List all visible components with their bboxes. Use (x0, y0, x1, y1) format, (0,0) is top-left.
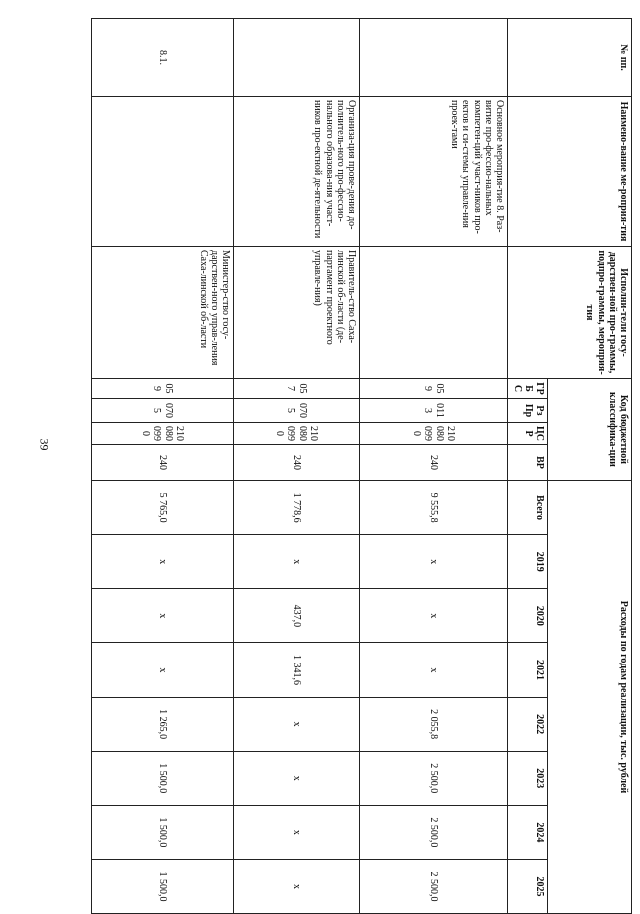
cell-year-value: x (360, 643, 508, 697)
header-name: Наимено-вание ме-роприя-тия (508, 97, 632, 247)
cell-year-value: x (234, 805, 360, 859)
header-expenses: Расходы по годам реализации, тыс. рублей (548, 481, 632, 914)
cell-year-value: 1 265,0 (92, 697, 234, 751)
cell-rzpr: 0705 (92, 399, 234, 423)
cell-name: Организа-ция прове-дения до-полнитель-ного про-фессио-нального образова-ния участ-ников про-ектной де-ятельности (234, 97, 360, 247)
cell-name (92, 97, 234, 247)
cell-year-value: x (92, 589, 234, 643)
budget-table (91, 18, 632, 914)
cell-year-value: 1 500,0 (92, 859, 234, 913)
cell-year-value: 2 055,8 (360, 697, 508, 751)
page-number: 39 (37, 438, 52, 451)
cell-year-value: 1 500,0 (92, 751, 234, 805)
cell-vr: 240 (360, 445, 508, 481)
cell-rzpr: 0705 (234, 399, 360, 423)
cell-executor: Правитель-ство Саха-линской об-ласти (де-партамент проектного управле-ния) (234, 247, 360, 379)
header-executor: Исполни-тели госу-дарствен-ной про-граммы, подпро-граммы, мероприя-тия (508, 247, 632, 379)
cell-total: 9 555,8 (360, 481, 508, 535)
rotated-table-container (92, 18, 632, 914)
header-year: 2021 (508, 643, 548, 697)
cell-year-value: 2 500,0 (360, 859, 508, 913)
header-grbs: ГРБ С (508, 379, 548, 399)
cell-year-value: x (234, 751, 360, 805)
cell-grbs: 059 (92, 379, 234, 399)
table-row (360, 19, 508, 914)
header-rzpr: Рз Пр (508, 399, 548, 423)
cell-grbs: 057 (234, 379, 360, 399)
header-year: 2024 (508, 805, 548, 859)
cell-year-value: 1 500,0 (92, 805, 234, 859)
header-year: 2020 (508, 589, 548, 643)
table-row (92, 19, 234, 914)
header-year: 2019 (508, 535, 548, 589)
cell-csr: 210080 0990 (234, 423, 360, 445)
header-year: 2023 (508, 751, 548, 805)
cell-csr: 210080 0990 (360, 423, 508, 445)
cell-vr: 240 (92, 445, 234, 481)
cell-total: 1 778,6 (234, 481, 360, 535)
cell-executor (360, 247, 508, 379)
cell-total: 5 765,0 (92, 481, 234, 535)
cell-name: Основное мероприя-тие 8. Раз-витие про-фессио-нальных компетен-ций участ-ников про-ектов и си-стемы управле-ния проек-тами (360, 97, 508, 247)
cell-year-value: 2 500,0 (360, 751, 508, 805)
cell-num (360, 19, 508, 97)
cell-executor: Министер-ство госу-дарствен-ного управ-ления Саха-линской об-ласти (92, 247, 234, 379)
header-csr: ЦСР (508, 423, 548, 445)
cell-year-value: 2 500,0 (360, 805, 508, 859)
cell-vr: 240 (234, 445, 360, 481)
cell-csr: 210080 0990 (92, 423, 234, 445)
cell-year-value: x (92, 535, 234, 589)
cell-year-value: x (234, 859, 360, 913)
header-year: 2025 (508, 859, 548, 913)
header-num: № пп. (508, 19, 632, 97)
cell-year-value: x (360, 535, 508, 589)
cell-year-value: 437,0 (234, 589, 360, 643)
cell-year-value: x (234, 535, 360, 589)
cell-rzpr: 0113 (360, 399, 508, 423)
cell-year-value: x (234, 697, 360, 751)
table-row (234, 19, 360, 914)
cell-num: 8.1. (92, 19, 234, 97)
cell-year-value: x (360, 589, 508, 643)
header-vr: ВР (508, 445, 548, 481)
cell-grbs: 059 (360, 379, 508, 399)
header-budget-code: Код бюджетной классифика-ции (548, 379, 632, 481)
cell-year-value: 1 341,6 (234, 643, 360, 697)
cell-year-value: x (92, 643, 234, 697)
cell-num (234, 19, 360, 97)
header-total: Всего (508, 481, 548, 535)
header-year: 2022 (508, 697, 548, 751)
